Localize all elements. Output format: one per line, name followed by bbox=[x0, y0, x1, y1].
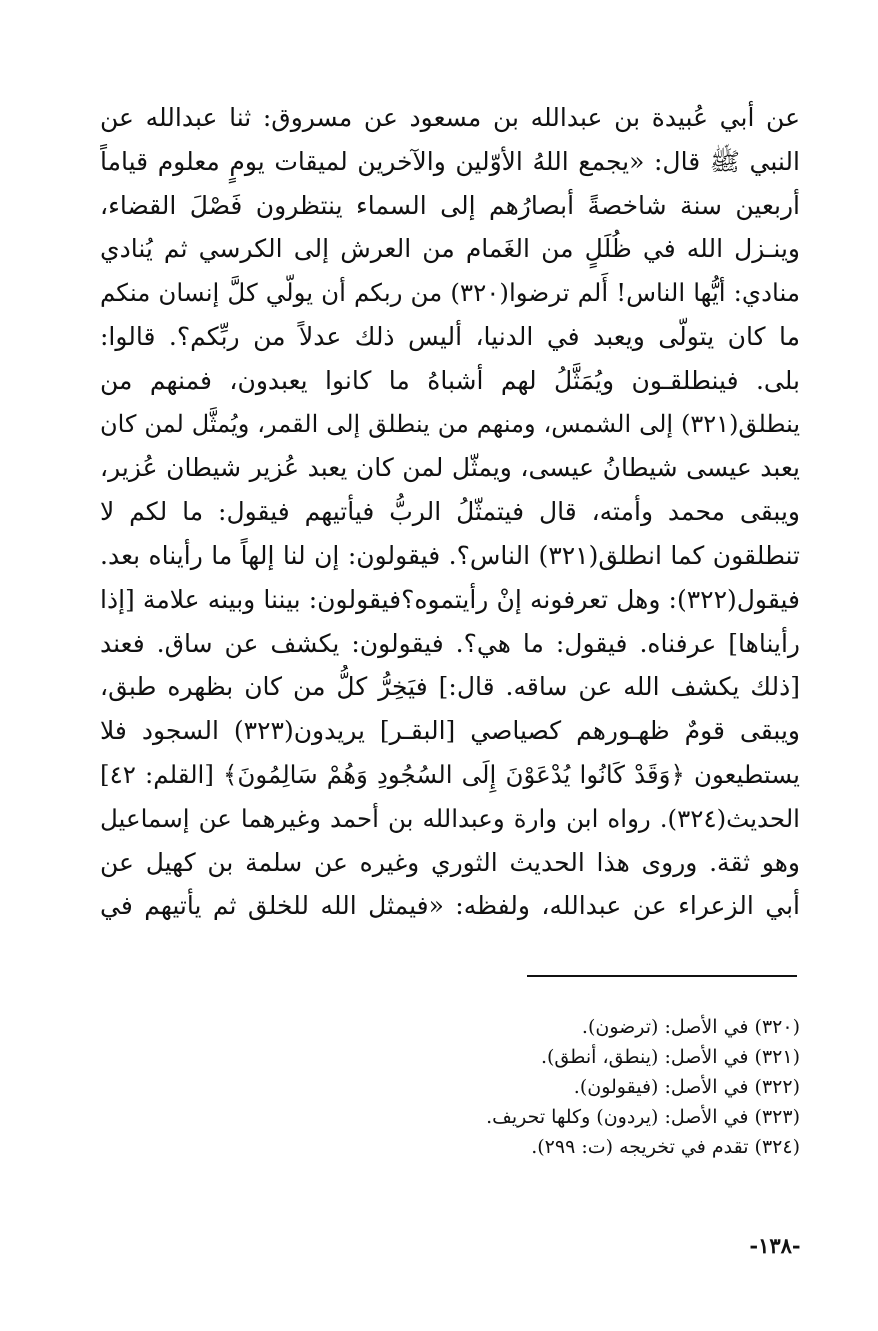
text-line: تنطلقون كما انطلق(٣٢١) الناس؟. فيقولون: إن لنا إلهاً ما رأيناه بعد. bbox=[100, 540, 800, 570]
text-line: ما كان يتولّى ويعبد في الدنيا، أليس ذلك عدلاً من ربِّكم؟. قالوا: bbox=[100, 321, 800, 351]
text-line: فيقول(٣٢٢): وهل تعرفونه إنْ رأيتموه؟فيقولون: بيننا وبينه علامة [إذا bbox=[100, 584, 800, 614]
text-line: رأيناها] عرفناه. فيقول: ما هي؟. فيقولون: يكشف عن ساق. فعند bbox=[100, 628, 800, 658]
footnotes bbox=[240, 1012, 800, 1162]
footnote-divider bbox=[527, 975, 797, 977]
text-line: ويبقى محمد وأمته، قال فيتمثّلُ الربُّ فيأتيهم فيقول: ما لكم لا bbox=[100, 497, 800, 527]
text-line: الحديث(٣٢٤). رواه ابن وارة وعبدالله بن أحمد وغيرهما عن إسماعيل bbox=[100, 803, 800, 833]
footnote: (٣٢٤) تقدم في تخريجه (ت: ٢٩٩). bbox=[531, 1136, 800, 1158]
text-line: [ذلك يكشف الله عن ساقه. قال:] فيَخِرُّ كلُّ من كان بظهره طبق، bbox=[100, 672, 800, 702]
main-text bbox=[100, 96, 800, 928]
text-line: أبي الزعراء عن عبدالله، ولفظه: «فيمثل الله للخلق ثم يأتيهم في bbox=[100, 891, 800, 921]
text-line: يعبد عيسى شيطانُ عيسى، ويمثّل لمن كان يعبد عُزير شيطان عُزير، bbox=[100, 453, 800, 483]
text-line: بلى. فينطلقـون ويُمَثَّلُ لهم أشباهُ ما كانوا يعبدون، فمنهم من bbox=[100, 365, 800, 395]
text-line: عن أبي عُبيدة بن عبدالله بن مسعود عن مسروق: ثنا عبدالله عن bbox=[100, 103, 800, 132]
footnote: (٣٢١) في الأصل: (ينطق، أنطق). bbox=[540, 1046, 800, 1068]
text-line: وهو ثقة. وروى هذا الحديث الثوري وغيره عن سلمة بن كهيل عن bbox=[100, 847, 800, 877]
page-number: -١٣٨- bbox=[749, 1233, 801, 1258]
text-line: أربعين سنة شاخصةً أبصارُهم إلى السماء ينتظرون فَصْلَ القضاء، bbox=[100, 190, 800, 220]
text-line: يستطيعون ﴿وَقَدْ كَانُوا يُدْعَوْنَ إِلَى السُجُودِ وَهُمْ سَالِمُونَ﴾ [القلم: ٤٢] bbox=[100, 759, 800, 789]
footnote: (٣٢٠) في الأصل: (ترضون). bbox=[581, 1016, 800, 1038]
text-line: وينـزل الله في ظُلَلٍ من الغَمام من العرش إلى الكرسي ثم يُنادي bbox=[100, 234, 800, 264]
footnote: (٣٢٣) في الأصل: (يردون) وكلها تحريف. bbox=[486, 1106, 800, 1128]
text-line: منادي: أيُّها الناس! أَلم ترضوا(٣٢٠) من ربكم أن يولّي كلَّ إنسان منكم bbox=[100, 278, 800, 308]
text-line: ينطلق(٣٢١) إلى الشمس، ومنهم من ينطلق إلى القمر، ويُمثَّل لمن كان bbox=[100, 409, 800, 438]
text-line: النبي ﷺ قال: «يجمع اللهُ الأوّلين والآخرين لميقات يومٍ معلوم قياماً bbox=[100, 146, 800, 176]
text-line: ويبقى قومٌ ظهـورهم كصياصي [البقـر] يريدون(٣٢٣) السجود فلا bbox=[100, 716, 800, 746]
footnote: (٣٢٢) في الأصل: (فيقولون). bbox=[573, 1076, 800, 1098]
